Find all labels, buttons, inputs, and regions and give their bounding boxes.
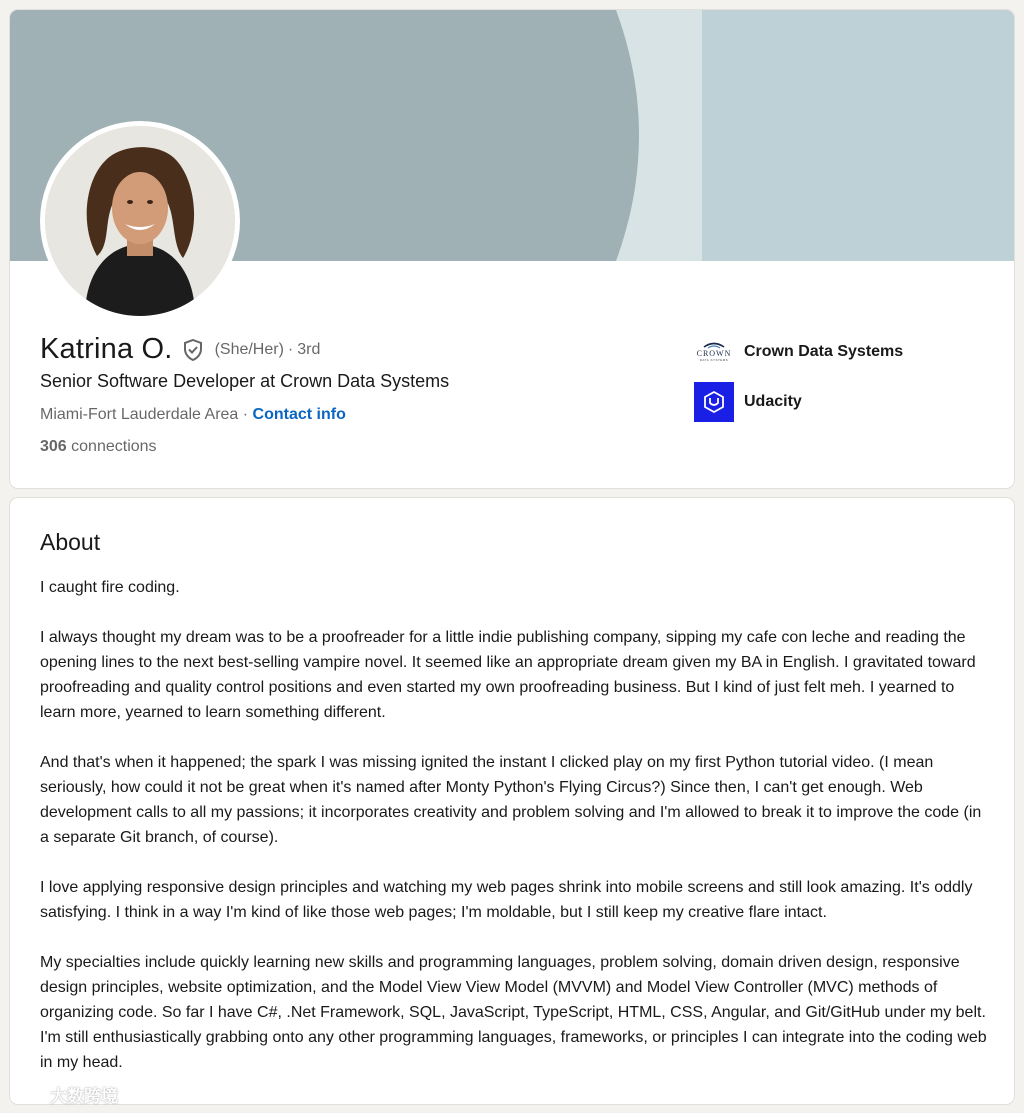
location-row	[40, 406, 346, 424]
profile-card	[10, 10, 1014, 488]
crown-logo-subtext: DATA SYSTEMS	[699, 358, 729, 362]
about-paragraph: I love applying responsive design principles and watching my web pages shrink into mobile screens and still look amazing. It's oddly satisfying. I think in a way I'm kind of like those web pages; I'm moldable, but I still keep my creative flare intact.	[40, 879, 973, 921]
connections-label: connections	[71, 438, 157, 455]
watermark-logo-icon	[8, 1085, 46, 1105]
about-paragraph: My specialties include quickly learning new skills and programming languages, problem solving, domain driven design, responsive design principles, website optimization, and the Model View View Model (MVVM) and Model View Controller (MVC) methods of organizing code. So far I have C#, .Net Framework, SQL, JavaScript, TypeScript, HTML, CSS, Angular, and Git/GitHub under my belt. I'm still enthusiastically grabbing onto any other programming languages, frameworks, or principles I can integrate into the coding web in my head.	[40, 954, 987, 1071]
profile-organizations	[694, 332, 903, 432]
watermark-text: 大数跨境	[50, 1087, 118, 1106]
org-name-crown: Crown Data Systems	[744, 343, 904, 360]
crown-data-systems-logo	[694, 332, 734, 372]
shield-check-icon[interactable]	[181, 338, 205, 362]
about-paragraph: I caught fire coding.	[40, 579, 180, 596]
contact-info-link[interactable]: Contact info	[252, 406, 346, 423]
pronouns: (She/Her)	[214, 340, 284, 358]
separator-dot: ·	[287, 340, 294, 358]
profile-headline: Senior Software Developer at Crown Data Systems	[40, 371, 450, 391]
location-text: Miami-Fort Lauderdale Area	[40, 406, 239, 423]
connection-degree: 3rd	[297, 340, 321, 358]
about-body	[40, 575, 990, 1100]
org-name-udacity: Udacity	[744, 393, 802, 410]
connections-count[interactable]	[40, 438, 157, 456]
about-card	[10, 498, 1014, 1104]
about-paragraph: I always thought my dream was to be a proofreader for a little indie publishing company, sipping my cafe con leche and reading the opening lines to the next best-selling vampire novel. It seemed like an appropriate dream given my BA in English. I gravitated toward proofreading and quality control positions and even started my own proofreading business. But I kind of just felt meh. I yearned to learn more, yearned to learn something different.	[40, 629, 976, 721]
connections-number: 306	[40, 438, 67, 455]
location-separator: ·	[242, 406, 249, 423]
udacity-logo	[694, 382, 734, 422]
crown-logo-text: CROWN	[696, 349, 732, 358]
name-row	[40, 333, 320, 366]
about-title: About	[40, 529, 101, 555]
profile-photo[interactable]	[40, 121, 240, 321]
about-paragraph: And that's when it happened; the spark I was missing ignited the instant I clicked play on my first Python tutorial video. (I mean seriously, how could it not be great when it's named after Monty Python's Flying Circus?) Since then, I can't get enough. Web development calls to all my passions; it incorporates creativity and problem solving and I'm allowed to break it to improve the code (in a separate Git branch, of course).	[40, 754, 982, 846]
profile-photo-image	[45, 126, 235, 316]
watermark	[8, 1082, 118, 1107]
org-udacity[interactable]	[694, 382, 903, 422]
profile-name: Katrina O.	[40, 333, 173, 365]
org-crown-data-systems[interactable]	[694, 332, 903, 372]
